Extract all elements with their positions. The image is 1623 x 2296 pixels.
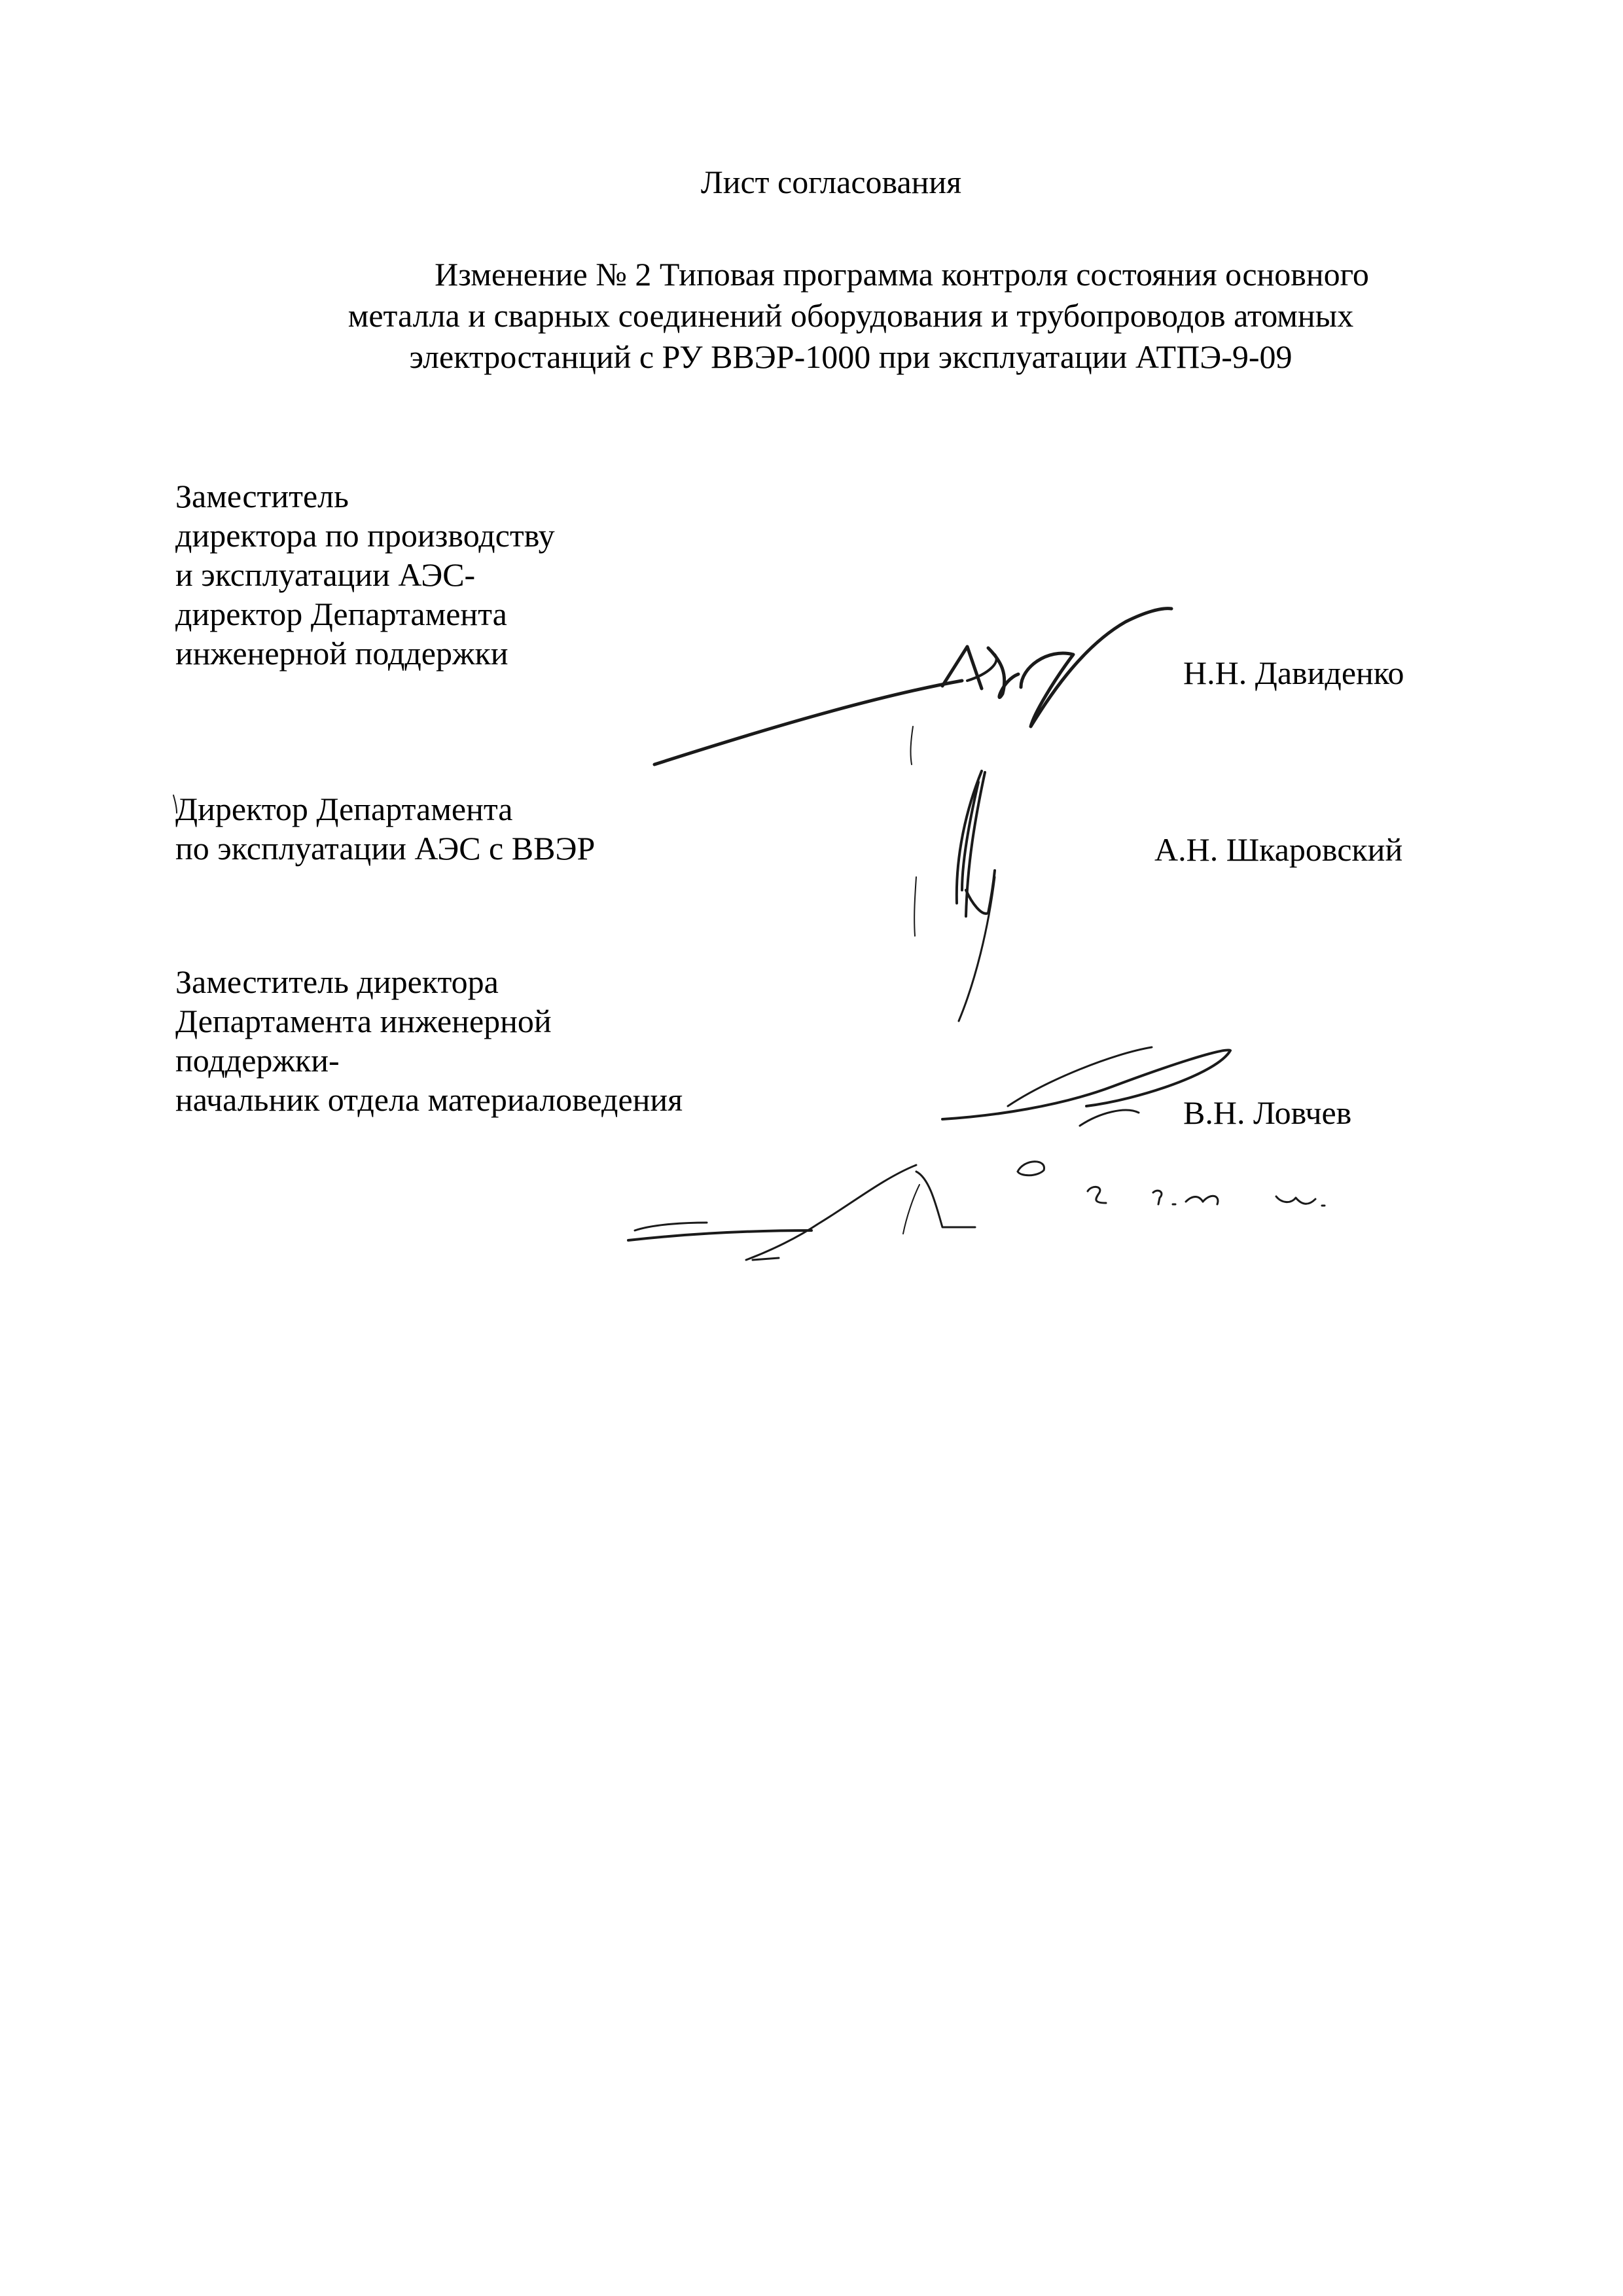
approver-name-1: Н.Н. Давиденко (1183, 655, 1404, 691)
position-line: по эксплуатации АЭС с ВВЭР (175, 830, 596, 867)
document-title: Лист согласования (700, 164, 962, 200)
position-line: поддержки- (175, 1042, 340, 1079)
position-line: инженерной поддержки (175, 635, 508, 672)
position-line: Директор Департамента (175, 791, 513, 827)
position-line: начальник отдела материаловедения (175, 1081, 683, 1118)
position-line: и эксплуатации АЭС- (175, 556, 476, 593)
approval-position-3 (175, 962, 683, 1119)
position-line: Департамента инженерной (175, 1003, 552, 1039)
subject-line: Изменение № 2 Типовая программа контроля состояния основного (435, 256, 1369, 293)
position-line: Заместитель (175, 478, 349, 514)
approver-name-2: А.Н. Шкаровский (1154, 831, 1403, 868)
subject-line: электростанций с РУ ВВЭР-1000 при эксплуатации АТПЭ-9-09 (409, 338, 1293, 375)
position-line: директора по производству (175, 517, 555, 554)
handwritten-date (1018, 1162, 1325, 1206)
approval-position-2 (175, 789, 595, 868)
document-subject (236, 254, 1466, 378)
handwritten-signature-1 (654, 609, 1171, 764)
approval-position-1 (175, 476, 555, 673)
handwritten-signature-3 (628, 1047, 1230, 1260)
approver-name-3: В.Н. Ловчев (1183, 1094, 1352, 1131)
subject-line: металла и сварных соединений оборудования и трубопроводов атомных (348, 297, 1354, 334)
position-line: директор Департамента (175, 596, 507, 632)
position-line: Заместитель директора (175, 963, 499, 1000)
